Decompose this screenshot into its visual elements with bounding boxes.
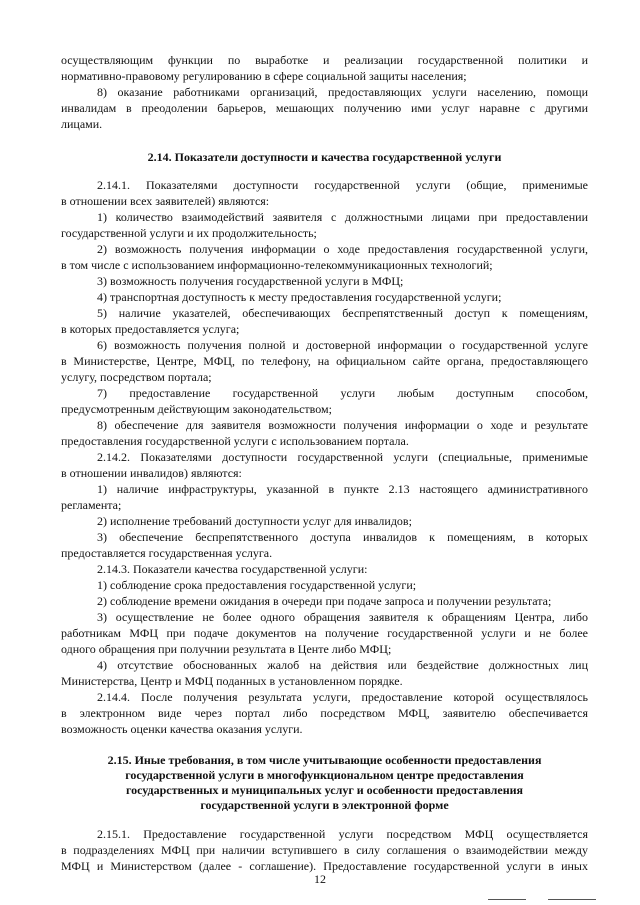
- text-line: регламента;: [61, 498, 122, 512]
- text-line: Министерства, Центр и МФЦ поданных в установленном порядке.: [61, 674, 403, 688]
- text-line: в отношении инвалидов) являются:: [61, 466, 242, 480]
- text-line: 3) обеспечение беспрепятственного доступа инвалидов к помещениям, в которых: [97, 530, 588, 544]
- text-line: 2.14.1. Показателями доступности государственной услуги (общие, применимые: [97, 178, 588, 192]
- text-line: предоставляется государственная услуга.: [61, 546, 273, 560]
- text-line: в Министерстве, Центре, МФЦ, по телефону, на официальном сайте органа, предоставляющего: [61, 354, 588, 368]
- text-line: 3) осуществление не более одного обращения заявителя к обращениям Центра, либо: [97, 610, 588, 624]
- section-heading-2-15: государственной услуги в многофункциональном центре предоставления: [125, 768, 524, 782]
- text-line: 2) возможность получения информации о ходе предоставления государственной услуги,: [97, 242, 588, 256]
- text-line: в отношении всех заявителей) являются:: [61, 194, 270, 208]
- text-line: 2.14.3. Показатели качества государственной услуги:: [97, 562, 368, 576]
- text-line: 2.14.4. После получения результата услуги, предоставление которой осуществлялось: [97, 690, 588, 704]
- text-line: 4) транспортная доступность к месту предоставления государственной услуги;: [97, 290, 502, 304]
- text-line: одного обращения при получнии результата в Центе либо МФЦ;: [61, 642, 392, 656]
- text-line: 1) соблюдение срока предоставления государственной услуги;: [97, 578, 417, 592]
- text-line: в электронном виде через портал либо посредством МФЦ, заявителю обеспечивается: [61, 706, 588, 720]
- text-line: нормативно-правовому регулированию в сфере социальной защиты населения;: [61, 69, 467, 83]
- text-line: государственной услуги и их продолжительность;: [61, 226, 317, 240]
- text-line: 8) обеспечение для заявителя возможности получения информации о ходе и результате: [97, 418, 588, 432]
- section-heading-2-15: государственных и муниципальных услуг и особенности предоставления: [125, 783, 524, 797]
- footer-rule: [548, 899, 596, 900]
- text-line: инвалидам в преодолении барьеров, мешающих получению ими услуг наравне с другими: [61, 101, 588, 115]
- text-line: предусмотренным действующим законодательством;: [61, 402, 332, 416]
- text-line: услугу, посредством портала;: [61, 370, 212, 384]
- page-number: 12: [314, 872, 326, 886]
- text-line: в подразделениях МФЦ при наличии вступившего в силу соглашения о взаимодействии между: [61, 843, 588, 857]
- text-line: МФЦ и Министерством (далее - соглашение). Предоставление государственной услуги в иных: [61, 859, 588, 873]
- text-line: 2.14.2. Показателями доступности государственной услуги (специальные, применимые: [97, 450, 588, 464]
- text-line: 1) наличие инфраструктуры, указанной в пункте 2.13 настоящего административного: [97, 482, 588, 496]
- text-line: 7) предоставление государственной услуги любым доступным способом,: [97, 386, 588, 400]
- section-heading-2-15: 2.15. Иные требования, в том числе учитывающие особенности предоставления: [107, 753, 542, 767]
- text-line: 5) наличие указателей, обеспечивающих беспрепятственный доступ к помещениям,: [97, 306, 588, 320]
- text-line: работникам МФЦ при подаче документов на получение государственной услуги и не более: [61, 626, 588, 640]
- section-heading-2-15: государственной услуги в электронной форме: [200, 798, 449, 812]
- text-line: предоставления государственной услуги с использованием портала.: [61, 434, 409, 448]
- text-line: 3) возможность получения государственной услуги в МФЦ;: [97, 274, 404, 288]
- text-line: осуществляющим функции по выработке и реализации государственной политики и: [61, 53, 588, 67]
- text-line: 6) возможность получения полной и достоверной информации о государственной услуге: [97, 338, 588, 352]
- text-line: 8) оказание работниками организаций, предоставляющих услуги населению, помощи: [97, 85, 588, 99]
- text-line: 2) соблюдение времени ожидания в очереди при подаче запроса и получении результата;: [97, 594, 552, 608]
- text-line: 1) количество взаимодействий заявителя с должностными лицами при предоставлении: [97, 210, 588, 224]
- text-line: в том числе с использованием информационно-телекоммуникационных технологий;: [61, 258, 493, 272]
- text-line: в которых предоставляется услуга;: [61, 322, 240, 336]
- text-line: лицами.: [61, 117, 103, 131]
- text-line: 2) исполнение требований доступности услуг для инвалидов;: [97, 514, 412, 528]
- footer-rule: [488, 899, 526, 900]
- section-heading-2-14: 2.14. Показатели доступности и качества государственной услуги: [147, 150, 502, 164]
- text-line: 4) отсутствие обоснованных жалоб на действия или бездействие должностных лиц: [97, 658, 588, 672]
- text-line: 2.15.1. Предоставление государственной услуги посредством МФЦ осуществляется: [97, 827, 588, 841]
- text-line: возможность оценки качества оказания услуги.: [61, 722, 303, 736]
